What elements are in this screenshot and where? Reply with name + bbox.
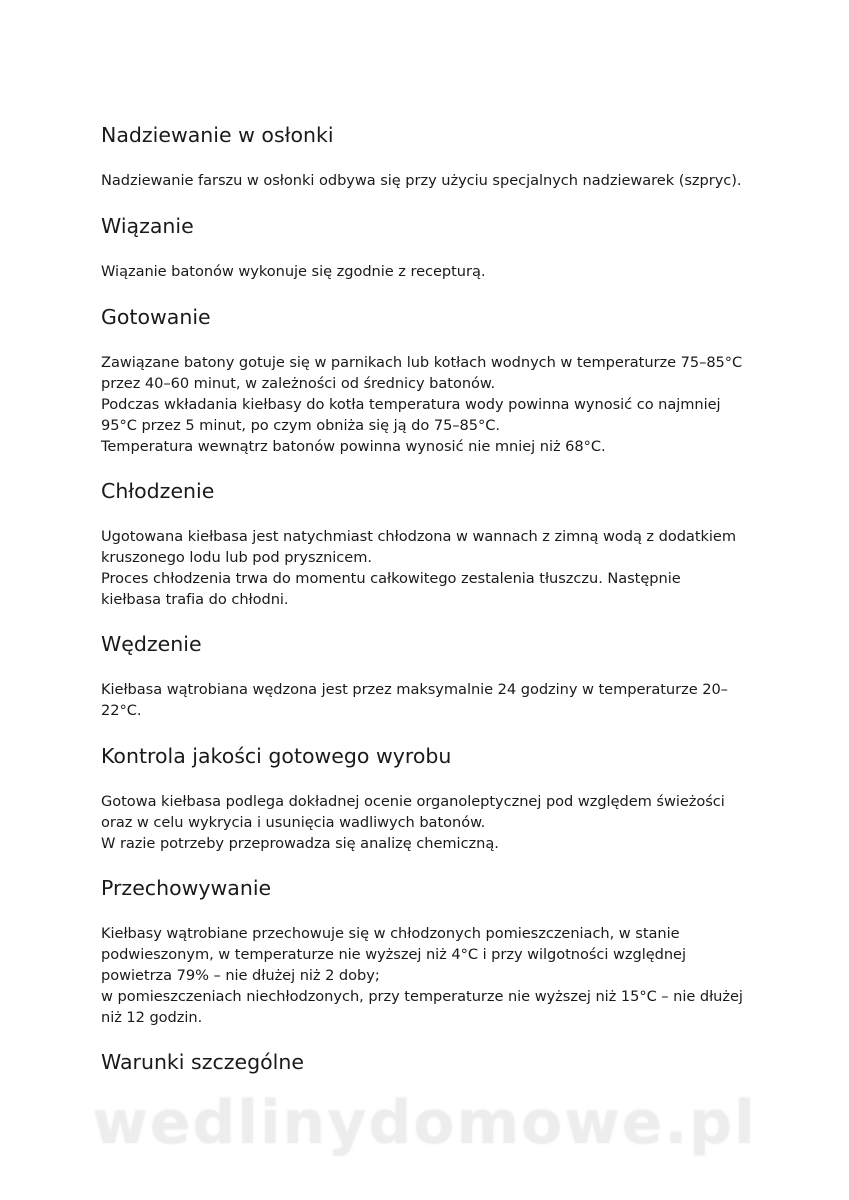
paragraph-line: Zawiązane batony gotuje się w parnikach lub kotłach wodnych w temperaturze 75–85°C <box>101 354 743 371</box>
section-heading: Wiązanie <box>101 214 194 238</box>
section-nadziewanie <box>101 122 761 189</box>
paragraph-line: przez 40–60 minut, w zależności od średnicy batonów. <box>101 375 496 392</box>
paragraph-line: Kiełbasa wątrobiana wędzona jest przez maksymalnie 24 godziny w temperaturze 20– <box>101 681 728 698</box>
paragraph-line: powietrza 79% – nie dłużej niż 2 doby; <box>101 967 380 984</box>
section-heading: Kontrola jakości gotowego wyrobu <box>101 744 452 768</box>
paragraph-line: Wiązanie batonów wykonuje się zgodnie z recepturą. <box>101 263 486 280</box>
paragraph-line: Kiełbasy wątrobiane przechowuje się w chłodzonych pomieszczeniach, w stanie <box>101 925 680 942</box>
paragraph-line: W razie potrzeby przeprowadza się analizę chemiczną. <box>101 835 499 852</box>
paragraph-line: niż 12 godzin. <box>101 1009 203 1026</box>
section-warunki-szczegolne <box>101 1049 761 1075</box>
paragraph-line: 22°C. <box>101 702 142 719</box>
section-heading: Wędzenie <box>101 632 202 656</box>
section-wiazanie <box>101 213 761 280</box>
section-wedzenie <box>101 631 761 719</box>
section-kontrola-jakosci <box>101 743 761 852</box>
watermark: wedlinydomowe.pl <box>92 1088 757 1158</box>
paragraph-line: Nadziewanie farszu w osłonki odbywa się przy użyciu specjalnych nadziewarek (szpryc). <box>101 172 742 189</box>
section-heading: Gotowanie <box>101 305 211 329</box>
section-przechowywanie <box>101 875 761 1026</box>
paragraph-line: Proces chłodzenia trwa do momentu całkowitego zestalenia tłuszczu. Następnie <box>101 570 681 587</box>
paragraph-line: Gotowa kiełbasa podlega dokładnej ocenie organoleptycznej pod względem świeżości <box>101 793 725 810</box>
paragraph-line: kiełbasa trafia do chłodni. <box>101 591 289 608</box>
section-body <box>101 923 761 1028</box>
section-gotowanie <box>101 304 761 455</box>
paragraph-line: Ugotowana kiełbasa jest natychmiast chłodzona w wannach z zimną wodą z dodatkiem <box>101 528 736 545</box>
section-body <box>101 352 761 457</box>
paragraph-line: kruszonego lodu lub pod prysznicem. <box>101 549 372 566</box>
paragraph-line: w pomieszczeniach niechłodzonych, przy temperaturze nie wyższej niż 15°C – nie dłużej <box>101 988 743 1005</box>
paragraph-line: 95°C przez 5 minut, po czym obniża się ją do 75–85°C. <box>101 417 500 434</box>
paragraph-line: Temperatura wewnątrz batonów powinna wynosić nie mniej niż 68°C. <box>101 438 606 455</box>
section-heading: Nadziewanie w osłonki <box>101 123 334 147</box>
section-chlodzenie <box>101 478 761 608</box>
section-body <box>101 526 761 610</box>
paragraph-line: podwieszonym, w temperaturze nie wyższej niż 4°C i przy wilgotności względnej <box>101 946 686 963</box>
section-heading: Chłodzenie <box>101 479 215 503</box>
section-body <box>101 791 761 854</box>
paragraph-line: Podczas wkładania kiełbasy do kotła temperatura wody powinna wynosić co najmniej <box>101 396 721 413</box>
section-body <box>101 170 761 191</box>
section-body <box>101 679 761 721</box>
paragraph-line: oraz w celu wykrycia i usunięcia wadliwych batonów. <box>101 814 486 831</box>
section-heading: Warunki szczególne <box>101 1050 304 1074</box>
section-body <box>101 261 761 282</box>
section-heading: Przechowywanie <box>101 876 272 900</box>
